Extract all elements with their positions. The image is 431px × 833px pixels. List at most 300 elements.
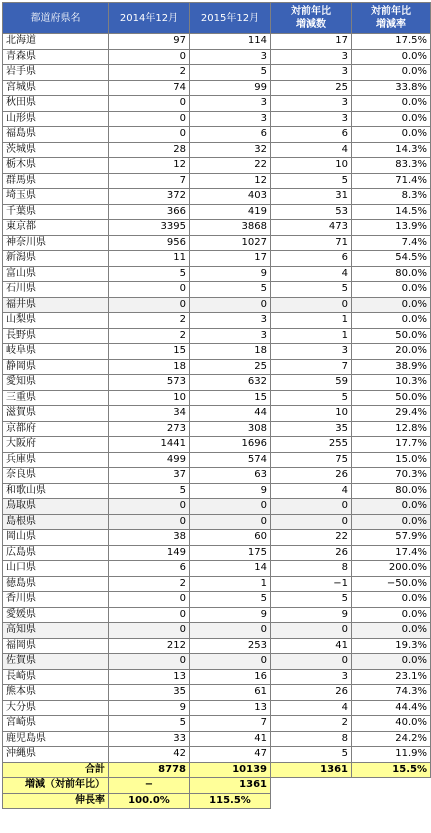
cell-2015: 9 bbox=[190, 483, 271, 499]
cell-2014: 366 bbox=[109, 204, 190, 220]
cell-2015: 1027 bbox=[190, 235, 271, 251]
cell-rate: 38.9% bbox=[352, 359, 431, 375]
cell-2015: 61 bbox=[190, 685, 271, 701]
cell-diff: 5 bbox=[271, 592, 352, 608]
table-row bbox=[3, 96, 431, 112]
table-row bbox=[3, 607, 431, 623]
table-row bbox=[3, 49, 431, 65]
table-row bbox=[3, 747, 431, 763]
cell-rate: 50.0% bbox=[352, 390, 431, 406]
cell-diff: 35 bbox=[271, 421, 352, 437]
cell-prefecture: 鳥取県 bbox=[3, 499, 109, 515]
cell-2015: 41 bbox=[190, 731, 271, 747]
header-diff: 対前年比 増減数 bbox=[271, 3, 352, 34]
cell-2015: 99 bbox=[190, 80, 271, 96]
cell-diff: 17 bbox=[271, 34, 352, 50]
cell-prefecture: 愛媛県 bbox=[3, 607, 109, 623]
cell-2015: 3 bbox=[190, 49, 271, 65]
table-row bbox=[3, 328, 431, 344]
cell-rate: 29.4% bbox=[352, 406, 431, 422]
cell-2015: 32 bbox=[190, 142, 271, 158]
cell-2014: 10 bbox=[109, 390, 190, 406]
cell-rate: 0.0% bbox=[352, 127, 431, 143]
cell-rate: 80.0% bbox=[352, 266, 431, 282]
table-row bbox=[3, 576, 431, 592]
cell-2015: 60 bbox=[190, 530, 271, 546]
table-row bbox=[3, 189, 431, 205]
cell-rate: 11.9% bbox=[352, 747, 431, 763]
cell-2014: 13 bbox=[109, 669, 190, 685]
cell-2015: 44 bbox=[190, 406, 271, 422]
cell-diff: 26 bbox=[271, 545, 352, 561]
cell-prefecture: 静岡県 bbox=[3, 359, 109, 375]
table-row bbox=[3, 297, 431, 313]
cell-prefecture: 山口県 bbox=[3, 561, 109, 577]
table-row bbox=[3, 220, 431, 236]
cell-prefecture: 愛知県 bbox=[3, 375, 109, 391]
cell-2014: 273 bbox=[109, 421, 190, 437]
cell-diff: 53 bbox=[271, 204, 352, 220]
table-row bbox=[3, 111, 431, 127]
cell-2015: 18 bbox=[190, 344, 271, 360]
cell-rate: 10.3% bbox=[352, 375, 431, 391]
cell-2015: 632 bbox=[190, 375, 271, 391]
cell-rate: 17.5% bbox=[352, 34, 431, 50]
total-2015: 10139 bbox=[190, 762, 271, 778]
cell-diff: 4 bbox=[271, 483, 352, 499]
cell-2014: 0 bbox=[109, 592, 190, 608]
cell-prefecture: 秋田県 bbox=[3, 96, 109, 112]
cell-2015: 7 bbox=[190, 716, 271, 732]
cell-rate: 13.9% bbox=[352, 220, 431, 236]
cell-rate: 70.3% bbox=[352, 468, 431, 484]
cell-prefecture: 滋賀県 bbox=[3, 406, 109, 422]
cell-2014: 2 bbox=[109, 65, 190, 81]
table-row bbox=[3, 452, 431, 468]
cell-prefecture: 宮城県 bbox=[3, 80, 109, 96]
table-row bbox=[3, 142, 431, 158]
cell-prefecture: 神奈川県 bbox=[3, 235, 109, 251]
total-2014: 8778 bbox=[109, 762, 190, 778]
prefecture-table-container bbox=[2, 2, 431, 809]
table-row bbox=[3, 158, 431, 174]
growth-label: 伸長率 bbox=[3, 793, 109, 809]
cell-2014: 7 bbox=[109, 173, 190, 189]
cell-2014: 18 bbox=[109, 359, 190, 375]
cell-rate: 14.5% bbox=[352, 204, 431, 220]
cell-2015: 13 bbox=[190, 700, 271, 716]
cell-rate: 15.0% bbox=[352, 452, 431, 468]
cell-2014: 42 bbox=[109, 747, 190, 763]
cell-2014: 74 bbox=[109, 80, 190, 96]
cell-2014: 38 bbox=[109, 530, 190, 546]
cell-2015: 3 bbox=[190, 96, 271, 112]
cell-2014: 6 bbox=[109, 561, 190, 577]
header-prefecture: 都道府県名 bbox=[3, 3, 109, 34]
table-row bbox=[3, 731, 431, 747]
cell-2015: 63 bbox=[190, 468, 271, 484]
cell-diff: 6 bbox=[271, 251, 352, 267]
cell-diff: 3 bbox=[271, 49, 352, 65]
cell-prefecture: 大阪府 bbox=[3, 437, 109, 453]
cell-diff: 4 bbox=[271, 700, 352, 716]
table-row bbox=[3, 34, 431, 50]
cell-rate: 50.0% bbox=[352, 328, 431, 344]
cell-2014: 0 bbox=[109, 607, 190, 623]
cell-rate: 33.8% bbox=[352, 80, 431, 96]
cell-rate: 40.0% bbox=[352, 716, 431, 732]
table-row bbox=[3, 127, 431, 143]
cell-rate: 200.0% bbox=[352, 561, 431, 577]
cell-2014: 2 bbox=[109, 313, 190, 329]
cell-2014: 0 bbox=[109, 49, 190, 65]
cell-2015: 419 bbox=[190, 204, 271, 220]
table-row bbox=[3, 235, 431, 251]
cell-prefecture: 北海道 bbox=[3, 34, 109, 50]
table-header-row bbox=[3, 3, 431, 34]
cell-2015: 3 bbox=[190, 328, 271, 344]
table-row bbox=[3, 483, 431, 499]
cell-prefecture: 埼玉県 bbox=[3, 189, 109, 205]
cell-2015: 0 bbox=[190, 654, 271, 670]
change-2015: 1361 bbox=[190, 778, 271, 794]
cell-2014: 5 bbox=[109, 483, 190, 499]
cell-2014: 3395 bbox=[109, 220, 190, 236]
cell-diff: 255 bbox=[271, 437, 352, 453]
cell-rate: 0.0% bbox=[352, 607, 431, 623]
cell-2014: 0 bbox=[109, 654, 190, 670]
cell-2015: 574 bbox=[190, 452, 271, 468]
cell-rate: 0.0% bbox=[352, 499, 431, 515]
cell-2014: 0 bbox=[109, 297, 190, 313]
cell-2015: 22 bbox=[190, 158, 271, 174]
cell-prefecture: 岩手県 bbox=[3, 65, 109, 81]
cell-diff: 9 bbox=[271, 607, 352, 623]
cell-2015: 16 bbox=[190, 669, 271, 685]
cell-diff: 0 bbox=[271, 654, 352, 670]
cell-diff: 473 bbox=[271, 220, 352, 236]
cell-rate: 0.0% bbox=[352, 282, 431, 298]
cell-2014: 2 bbox=[109, 576, 190, 592]
cell-2014: 5 bbox=[109, 266, 190, 282]
cell-2014: 1441 bbox=[109, 437, 190, 453]
cell-diff: 26 bbox=[271, 685, 352, 701]
cell-prefecture: 山梨県 bbox=[3, 313, 109, 329]
table-row bbox=[3, 592, 431, 608]
table-row bbox=[3, 282, 431, 298]
table-row bbox=[3, 530, 431, 546]
cell-diff: 5 bbox=[271, 747, 352, 763]
header-2014: 2014年12月 bbox=[109, 3, 190, 34]
cell-diff: 10 bbox=[271, 158, 352, 174]
cell-rate: 71.4% bbox=[352, 173, 431, 189]
cell-prefecture: 香川県 bbox=[3, 592, 109, 608]
cell-rate: 0.0% bbox=[352, 111, 431, 127]
table-row bbox=[3, 375, 431, 391]
cell-2014: 33 bbox=[109, 731, 190, 747]
cell-prefecture: 山形県 bbox=[3, 111, 109, 127]
cell-prefecture: 熊本県 bbox=[3, 685, 109, 701]
cell-2015: 0 bbox=[190, 499, 271, 515]
table-row bbox=[3, 700, 431, 716]
cell-rate: 0.0% bbox=[352, 297, 431, 313]
table-row bbox=[3, 406, 431, 422]
cell-2014: 5 bbox=[109, 716, 190, 732]
cell-prefecture: 島根県 bbox=[3, 514, 109, 530]
cell-rate: 8.3% bbox=[352, 189, 431, 205]
cell-diff: 3 bbox=[271, 65, 352, 81]
table-row bbox=[3, 716, 431, 732]
table-row bbox=[3, 669, 431, 685]
cell-2015: 403 bbox=[190, 189, 271, 205]
cell-rate: 0.0% bbox=[352, 313, 431, 329]
cell-2014: 28 bbox=[109, 142, 190, 158]
cell-prefecture: 富山県 bbox=[3, 266, 109, 282]
cell-prefecture: 福井県 bbox=[3, 297, 109, 313]
table-row bbox=[3, 359, 431, 375]
cell-diff: 75 bbox=[271, 452, 352, 468]
change-2014: − bbox=[109, 778, 190, 794]
table-row bbox=[3, 266, 431, 282]
cell-diff: 31 bbox=[271, 189, 352, 205]
cell-2015: 5 bbox=[190, 282, 271, 298]
cell-diff: 4 bbox=[271, 266, 352, 282]
cell-2014: 11 bbox=[109, 251, 190, 267]
cell-2015: 3 bbox=[190, 313, 271, 329]
cell-2015: 15 bbox=[190, 390, 271, 406]
cell-diff: 5 bbox=[271, 282, 352, 298]
table-row bbox=[3, 344, 431, 360]
cell-rate: 54.5% bbox=[352, 251, 431, 267]
cell-diff: 41 bbox=[271, 638, 352, 654]
cell-prefecture: 茨城県 bbox=[3, 142, 109, 158]
cell-rate: 44.4% bbox=[352, 700, 431, 716]
cell-prefecture: 大分県 bbox=[3, 700, 109, 716]
cell-diff: −1 bbox=[271, 576, 352, 592]
cell-prefecture: 福岡県 bbox=[3, 638, 109, 654]
cell-2015: 253 bbox=[190, 638, 271, 654]
cell-rate: 0.0% bbox=[352, 623, 431, 639]
cell-prefecture: 京都府 bbox=[3, 421, 109, 437]
cell-2014: 0 bbox=[109, 111, 190, 127]
cell-rate: 0.0% bbox=[352, 96, 431, 112]
cell-diff: 0 bbox=[271, 514, 352, 530]
cell-diff: 3 bbox=[271, 344, 352, 360]
cell-2014: 956 bbox=[109, 235, 190, 251]
cell-prefecture: 栃木県 bbox=[3, 158, 109, 174]
cell-2014: 34 bbox=[109, 406, 190, 422]
cell-2014: 2 bbox=[109, 328, 190, 344]
cell-rate: 0.0% bbox=[352, 654, 431, 670]
cell-2014: 0 bbox=[109, 514, 190, 530]
table-row bbox=[3, 80, 431, 96]
cell-2015: 25 bbox=[190, 359, 271, 375]
total-label: 合計 bbox=[3, 762, 109, 778]
cell-prefecture: 和歌山県 bbox=[3, 483, 109, 499]
cell-rate: 74.3% bbox=[352, 685, 431, 701]
cell-2015: 0 bbox=[190, 297, 271, 313]
cell-diff: 0 bbox=[271, 297, 352, 313]
cell-rate: 19.3% bbox=[352, 638, 431, 654]
cell-rate: 0.0% bbox=[352, 49, 431, 65]
table-row bbox=[3, 685, 431, 701]
cell-2015: 308 bbox=[190, 421, 271, 437]
cell-2014: 0 bbox=[109, 127, 190, 143]
cell-prefecture: 兵庫県 bbox=[3, 452, 109, 468]
cell-prefecture: 石川県 bbox=[3, 282, 109, 298]
cell-diff: 4 bbox=[271, 142, 352, 158]
cell-rate: 0.0% bbox=[352, 514, 431, 530]
cell-rate: −50.0% bbox=[352, 576, 431, 592]
cell-prefecture: 佐賀県 bbox=[3, 654, 109, 670]
cell-rate: 17.4% bbox=[352, 545, 431, 561]
cell-2015: 1696 bbox=[190, 437, 271, 453]
cell-diff: 6 bbox=[271, 127, 352, 143]
table-row bbox=[3, 623, 431, 639]
cell-rate: 7.4% bbox=[352, 235, 431, 251]
cell-prefecture: 鹿児島県 bbox=[3, 731, 109, 747]
cell-prefecture: 東京都 bbox=[3, 220, 109, 236]
cell-2014: 35 bbox=[109, 685, 190, 701]
cell-diff: 8 bbox=[271, 561, 352, 577]
cell-rate: 23.1% bbox=[352, 669, 431, 685]
change-label: 増減（対前年比） bbox=[3, 778, 109, 794]
cell-2014: 0 bbox=[109, 623, 190, 639]
cell-2015: 114 bbox=[190, 34, 271, 50]
cell-2014: 0 bbox=[109, 499, 190, 515]
table-row bbox=[3, 499, 431, 515]
cell-2015: 14 bbox=[190, 561, 271, 577]
table-row bbox=[3, 390, 431, 406]
cell-prefecture: 沖縄県 bbox=[3, 747, 109, 763]
cell-diff: 3 bbox=[271, 111, 352, 127]
cell-diff: 0 bbox=[271, 623, 352, 639]
change-row bbox=[3, 778, 431, 794]
cell-diff: 22 bbox=[271, 530, 352, 546]
cell-2015: 47 bbox=[190, 747, 271, 763]
total-diff: 1361 bbox=[271, 762, 352, 778]
cell-2015: 3868 bbox=[190, 220, 271, 236]
table-row bbox=[3, 514, 431, 530]
cell-prefecture: 宮崎県 bbox=[3, 716, 109, 732]
table-row bbox=[3, 437, 431, 453]
cell-prefecture: 青森県 bbox=[3, 49, 109, 65]
cell-diff: 25 bbox=[271, 80, 352, 96]
prefecture-table bbox=[2, 2, 431, 809]
cell-prefecture: 長野県 bbox=[3, 328, 109, 344]
cell-diff: 1 bbox=[271, 328, 352, 344]
cell-rate: 20.0% bbox=[352, 344, 431, 360]
cell-2015: 9 bbox=[190, 607, 271, 623]
cell-2014: 12 bbox=[109, 158, 190, 174]
cell-prefecture: 福島県 bbox=[3, 127, 109, 143]
cell-2015: 6 bbox=[190, 127, 271, 143]
cell-prefecture: 岡山県 bbox=[3, 530, 109, 546]
table-row bbox=[3, 204, 431, 220]
cell-prefecture: 群馬県 bbox=[3, 173, 109, 189]
table-row bbox=[3, 421, 431, 437]
growth-2015: 115.5% bbox=[190, 793, 271, 809]
cell-2014: 212 bbox=[109, 638, 190, 654]
table-row bbox=[3, 173, 431, 189]
cell-2015: 5 bbox=[190, 592, 271, 608]
table-body bbox=[3, 34, 431, 763]
cell-2014: 372 bbox=[109, 189, 190, 205]
cell-prefecture: 長崎県 bbox=[3, 669, 109, 685]
cell-2015: 3 bbox=[190, 111, 271, 127]
cell-prefecture: 千葉県 bbox=[3, 204, 109, 220]
cell-rate: 0.0% bbox=[352, 592, 431, 608]
cell-prefecture: 広島県 bbox=[3, 545, 109, 561]
cell-diff: 8 bbox=[271, 731, 352, 747]
cell-rate: 17.7% bbox=[352, 437, 431, 453]
cell-2014: 15 bbox=[109, 344, 190, 360]
cell-diff: 10 bbox=[271, 406, 352, 422]
cell-rate: 80.0% bbox=[352, 483, 431, 499]
cell-diff: 7 bbox=[271, 359, 352, 375]
cell-2014: 149 bbox=[109, 545, 190, 561]
cell-2014: 0 bbox=[109, 282, 190, 298]
cell-diff: 1 bbox=[271, 313, 352, 329]
cell-diff: 0 bbox=[271, 499, 352, 515]
growth-row bbox=[3, 793, 431, 809]
table-row bbox=[3, 313, 431, 329]
cell-rate: 0.0% bbox=[352, 65, 431, 81]
cell-2014: 9 bbox=[109, 700, 190, 716]
cell-rate: 24.2% bbox=[352, 731, 431, 747]
cell-2015: 1 bbox=[190, 576, 271, 592]
cell-rate: 14.3% bbox=[352, 142, 431, 158]
table-row bbox=[3, 468, 431, 484]
table-row bbox=[3, 654, 431, 670]
table-row bbox=[3, 561, 431, 577]
cell-2015: 0 bbox=[190, 623, 271, 639]
cell-diff: 3 bbox=[271, 96, 352, 112]
header-rate: 対前年比 増減率 bbox=[352, 3, 431, 34]
growth-2014: 100.0% bbox=[109, 793, 190, 809]
cell-rate: 57.9% bbox=[352, 530, 431, 546]
cell-2015: 12 bbox=[190, 173, 271, 189]
cell-2014: 499 bbox=[109, 452, 190, 468]
cell-prefecture: 高知県 bbox=[3, 623, 109, 639]
table-footer bbox=[3, 762, 431, 809]
cell-2015: 5 bbox=[190, 65, 271, 81]
cell-diff: 26 bbox=[271, 468, 352, 484]
cell-diff: 5 bbox=[271, 390, 352, 406]
cell-rate: 12.8% bbox=[352, 421, 431, 437]
cell-2014: 97 bbox=[109, 34, 190, 50]
cell-prefecture: 徳島県 bbox=[3, 576, 109, 592]
total-rate: 15.5% bbox=[352, 762, 431, 778]
cell-2014: 37 bbox=[109, 468, 190, 484]
cell-2015: 0 bbox=[190, 514, 271, 530]
total-row bbox=[3, 762, 431, 778]
table-row bbox=[3, 65, 431, 81]
cell-diff: 2 bbox=[271, 716, 352, 732]
cell-prefecture: 奈良県 bbox=[3, 468, 109, 484]
cell-2014: 573 bbox=[109, 375, 190, 391]
cell-2015: 175 bbox=[190, 545, 271, 561]
table-row bbox=[3, 251, 431, 267]
header-2015: 2015年12月 bbox=[190, 3, 271, 34]
cell-prefecture: 岐阜県 bbox=[3, 344, 109, 360]
table-row bbox=[3, 545, 431, 561]
cell-diff: 3 bbox=[271, 669, 352, 685]
cell-2015: 9 bbox=[190, 266, 271, 282]
cell-rate: 83.3% bbox=[352, 158, 431, 174]
cell-diff: 5 bbox=[271, 173, 352, 189]
cell-diff: 59 bbox=[271, 375, 352, 391]
